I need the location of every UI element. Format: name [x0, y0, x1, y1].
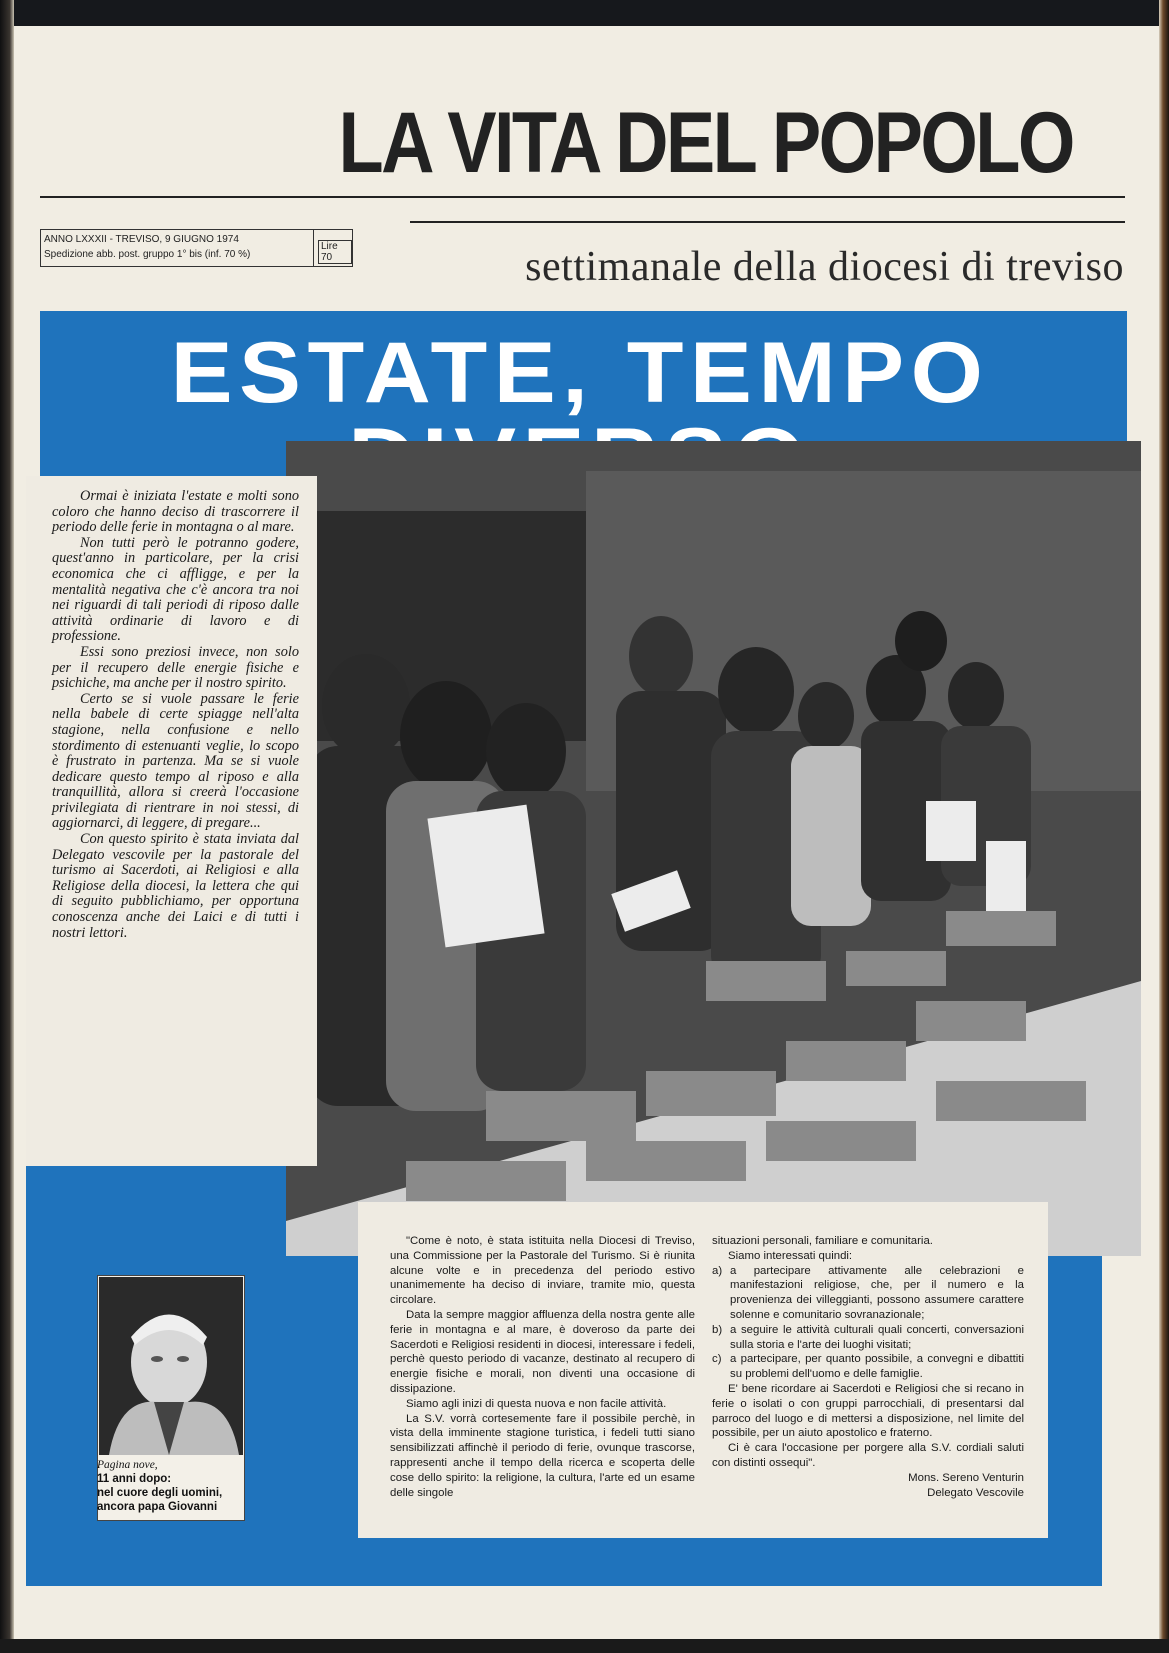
letter-paragraph: "Come è noto, è stata istituita nella Diocesi di Treviso, una Commissione per la Pastorale del Turismo. Si è riunita alcune volte e in precedenza del periodo estivo unanimemente ha deciso di inviare, tramite mio, questa circolare.	[390, 1235, 695, 1307]
intro-paragraph: Certo se si vuole passare le ferie nella babele di certe spiagge nell'alta stagione, nella confusione e nello stordimento di estenuanti veglie, lo scopo è frustrato in partenza. Ma se si vuole dedicare questo tempo al riposo e alla tranquillità, allora si creerà l'occasione privilegiata di rientrare in noi stessi, di aggiornarci, di leggere, di pregare...	[52, 690, 299, 832]
masthead-rule	[40, 196, 1125, 198]
letter-paragraph: La S.V. vorrà cortesemente fare il possibile perchè, in vista della imminente stagione turistica, i fedeli tutti siano sensibilizzati affinchè il periodo di ferie, ovunque trascorse, rappresenti anche il tempo della ricerca e scoperta delle cose dello spirito: la religione, la cultura, l'arte ed un esame delle singole	[390, 1412, 695, 1499]
scan-bottom-edge	[0, 1639, 1169, 1653]
list-item	[712, 1352, 1024, 1382]
masthead-subtitle: settimanale della diocesi di treviso	[525, 244, 1124, 290]
intro-paragraph: Essi sono preziosi invece, non solo per il recupero delle energie fisiche e psichiche, ma anche per il nostro spirito.	[52, 643, 299, 692]
price-box	[313, 230, 352, 266]
list-item	[712, 1264, 1024, 1323]
masthead-rule-lower	[410, 221, 1125, 223]
list-text: a seguire le attività culturali quali concerti, conversazioni sulla storia e l'arte dei luoghi visitati;	[730, 1323, 1024, 1351]
list-text: a partecipare attivamente alle celebrazioni e manifestazioni religiose, che, per il numero e la provenienza dei villeggianti, possono assumere carattere solenne e comunitario sovranazionale;	[730, 1264, 1024, 1321]
scan-left-edge	[0, 0, 14, 1653]
letter-paragraph: Siamo agli inizi di questa nuova e non facile attività.	[406, 1397, 667, 1410]
letter-paragraph: E' bene ricordare ai Sacerdoti e Religiosi che si recano in ferie o isolati o con gruppi parrocchiali, di presentarsi dal parroco del luogo e di mettersi a disposizione, nel limite del possibile, per un aiuto apostolico e fraterno.	[712, 1382, 1024, 1440]
caption-line: Pagina nove,	[97, 1459, 158, 1471]
caption-line: 11 anni dopo:	[97, 1473, 172, 1485]
postal-line: Spedizione abb. post. gruppo 1° bis (inf. 70 %)	[44, 249, 251, 260]
letter-column-2	[712, 1234, 1024, 1500]
book-fair-photo	[286, 441, 1141, 1256]
blue-right-band	[1050, 1256, 1102, 1586]
headline: ESTATE, TEMPO	[170, 325, 990, 421]
list-marker: c)	[712, 1353, 722, 1366]
caption-line: ancora papa Giovanni	[97, 1501, 218, 1513]
issue-line: ANNO LXXXII - TREVISO, 9 GIUGNO 1974	[44, 234, 239, 245]
intro-text	[52, 489, 299, 941]
scan-right-edge	[1159, 0, 1169, 1653]
signature-role: Delegato Vescovile	[927, 1486, 1024, 1499]
letter-paragraph: Ci è cara l'occasione per porgere alla S.V. cordiali saluti con distinti ossequi".	[712, 1442, 1024, 1469]
list-marker: a)	[712, 1264, 723, 1277]
intro-paragraph: Ormai è iniziata l'estate e molti sono coloro che hanno deciso di trascorrere il periodo delle ferie in montagna o al mare.	[52, 488, 299, 536]
letter-paragraph: Data la sempre maggior affluenza della nostra gente alle ferie in montagna e al mare, è doveroso da parte dei Sacerdoti e Religiosi residenti in diocesi, interessare i fedeli, perchè questo periodo di vacanze, destinato al recupero di energie fisiche e morali, non diventi una occasione di dissipazione.	[390, 1308, 695, 1395]
list-marker: b)	[712, 1323, 723, 1336]
issue-box	[40, 229, 353, 267]
signature: Mons. Sereno Venturin	[908, 1471, 1024, 1484]
photo-caption	[97, 1458, 243, 1514]
letter-paragraph: Siamo interessati quindi:	[728, 1249, 853, 1262]
intro-paragraph: Non tutti però le potranno godere, quest'anno in particolare, per la crisi economica che ci affligge, e per la mentalità negativa che c'è ancora tra noi nei riguardi di tali periodi di riposo dalle attività ordinarie di lavoro e di professione.	[52, 534, 299, 645]
list-item	[712, 1323, 1024, 1353]
letter-column-1	[390, 1234, 695, 1500]
scan-top-edge	[0, 0, 1169, 26]
letter-paragraph: situazioni personali, familiare e comunitaria.	[712, 1235, 933, 1247]
intro-paragraph: Con questo spirito è stata inviata dal Delegato vescovile per la pastorale del turismo ai Sacerdoti, ai Religiosi e alla Religiose della diocesi, la lettera che qui di seguito pubblichiamo, per opportuna conoscenza anche dei Laici e di tutti i nostri lettori.	[52, 831, 299, 941]
masthead-title: LA VITA DEL POPOLO	[338, 95, 1073, 191]
caption-line: nel cuore degli uomini,	[97, 1487, 223, 1499]
list-text: a partecipare, per quanto possibile, a convegni e dibattiti su problemi dell'uomo e delle famiglie.	[730, 1353, 1024, 1381]
price: Lire 70	[318, 240, 352, 264]
